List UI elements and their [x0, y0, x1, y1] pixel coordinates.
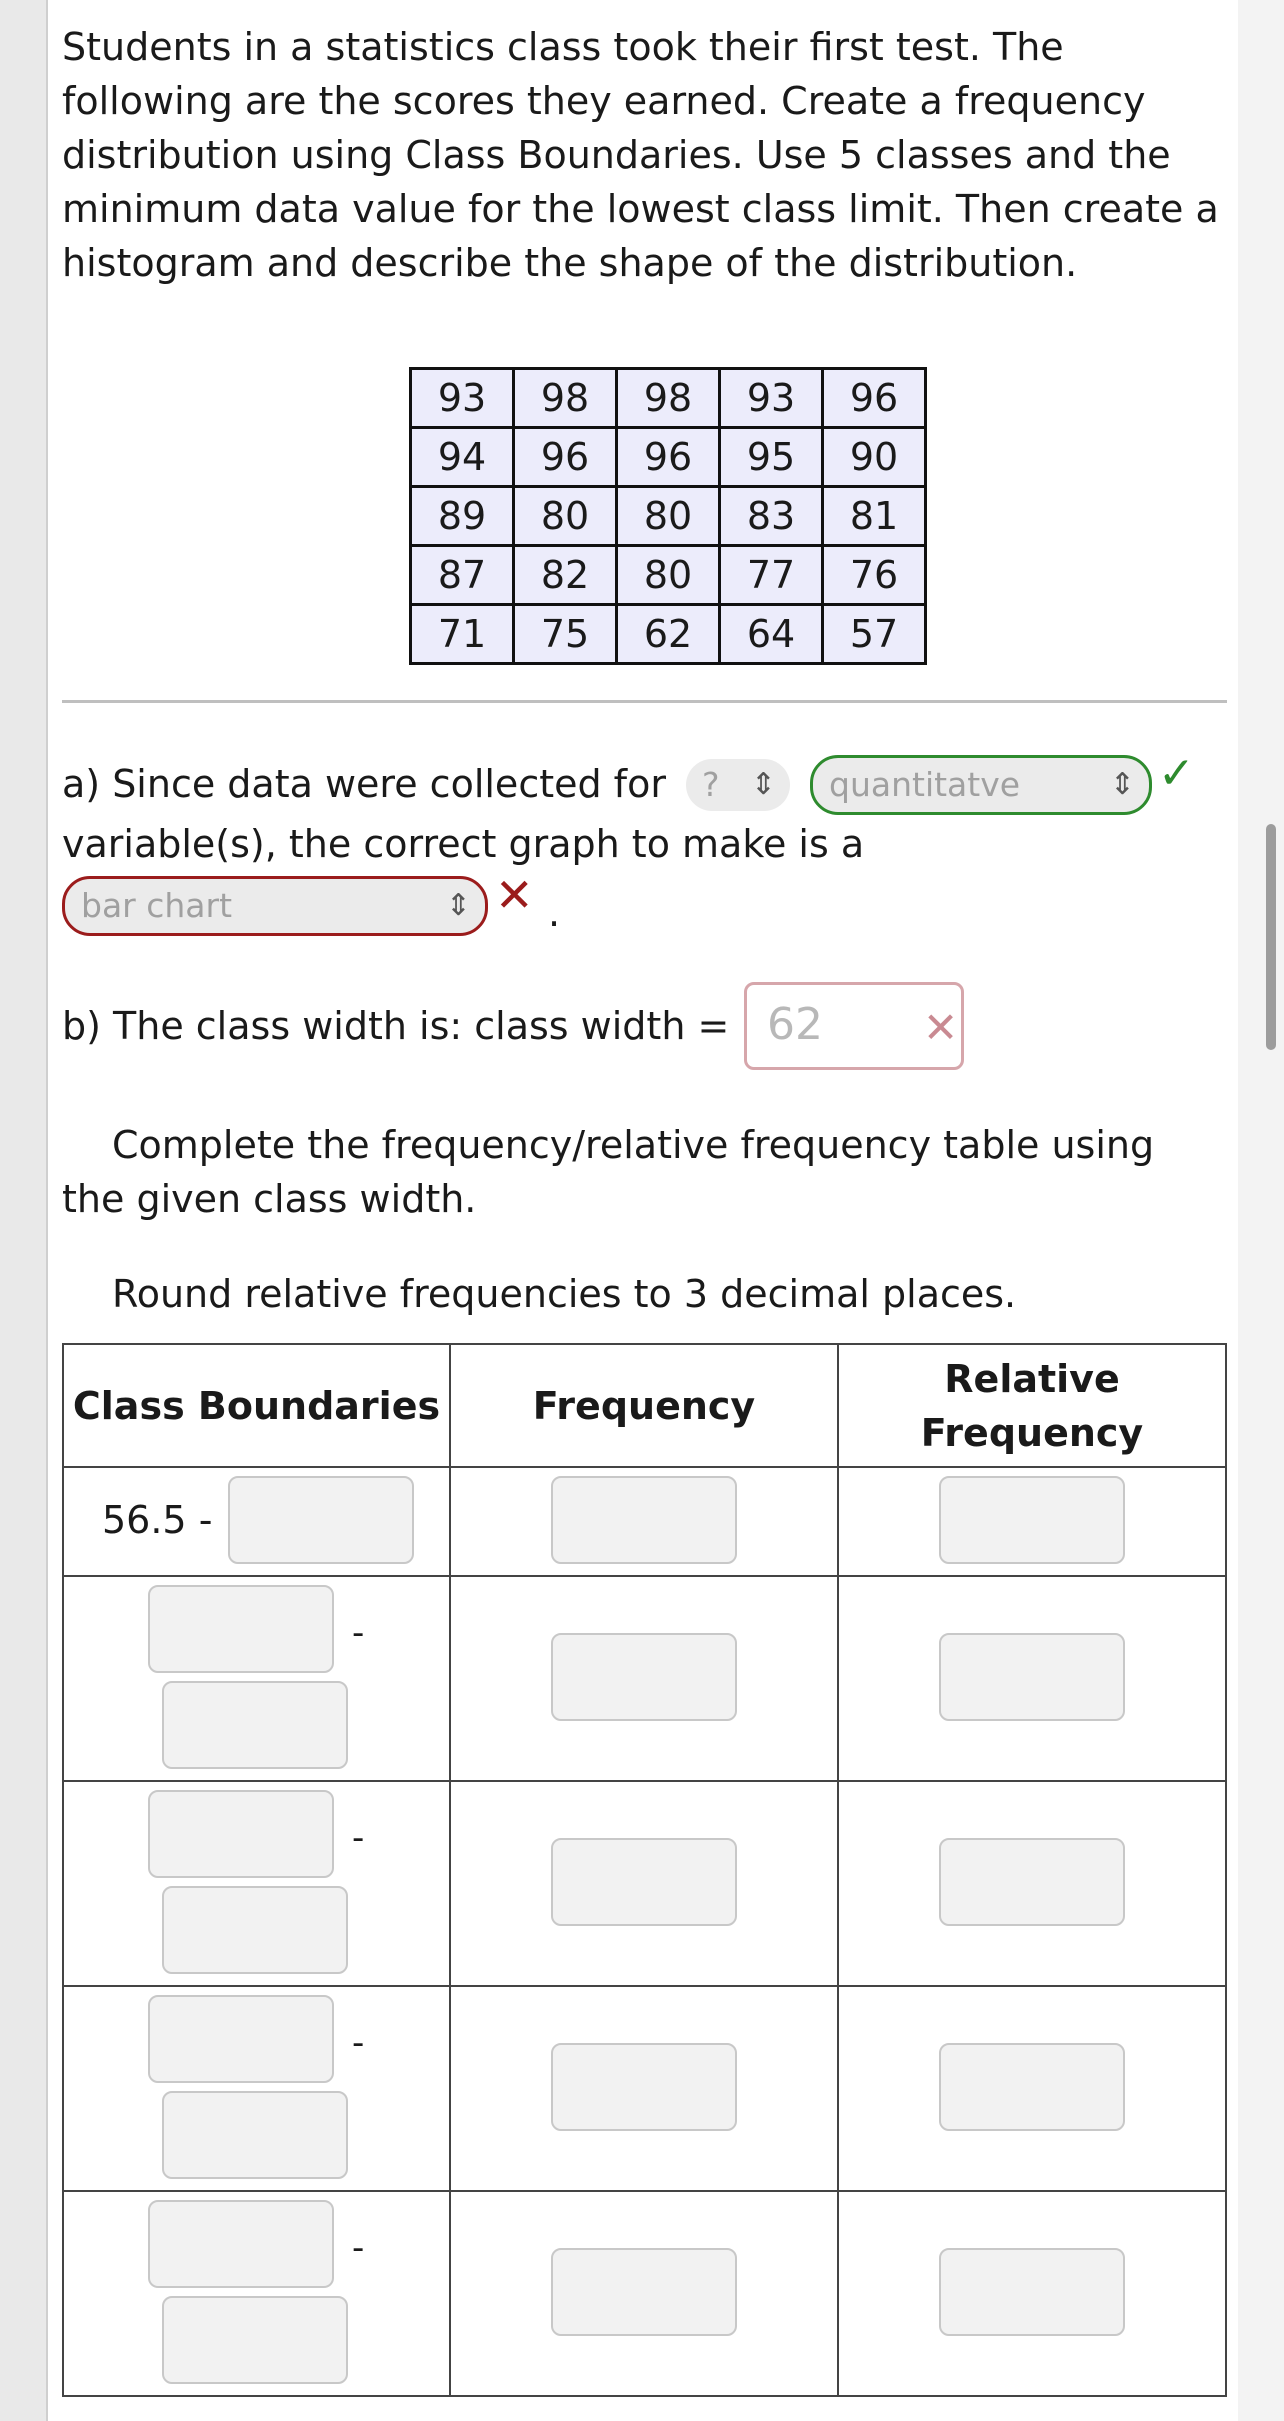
- incorrect-x-icon: ✕: [495, 868, 534, 922]
- boundary-cell: [63, 1467, 450, 1576]
- boundary-dash: -: [352, 1818, 365, 1858]
- upper-boundary-input[interactable]: [162, 2091, 348, 2179]
- relative-frequency-cell: [838, 1781, 1226, 1986]
- score-cell: 83: [720, 487, 823, 546]
- frequency-cell: [450, 2191, 838, 2396]
- table-row: [411, 369, 926, 428]
- part-a-text-2: variable(s), the correct graph to make is a: [62, 822, 865, 866]
- table-row: [63, 2191, 1226, 2396]
- class-width-input[interactable]: [744, 982, 964, 1070]
- upper-boundary-input[interactable]: [162, 1886, 348, 1974]
- score-cell: 93: [411, 369, 514, 428]
- relative-frequency-header: [838, 1344, 1226, 1467]
- class-boundaries-header: Class Boundaries: [63, 1344, 450, 1467]
- question-text: Students in a statistics class took their first test. The following are the scores they earned. Create a frequency distribution using Class Boundaries. Use 5 classes and the minimum data value for the lowest class limit. Then create a histogram and describe the shape of the distribution.: [62, 25, 1219, 285]
- score-cell: 80: [617, 487, 720, 546]
- boundary-cell: [63, 1781, 450, 1986]
- relative-frequency-label: Relative Frequency: [920, 1356, 1144, 1455]
- relative-frequency-input[interactable]: [939, 1838, 1125, 1926]
- upper-boundary-input[interactable]: [228, 1476, 414, 1564]
- upper-boundary-input[interactable]: [162, 2296, 348, 2384]
- correct-check-icon: ✓: [1158, 748, 1195, 799]
- score-cell: 90: [823, 428, 926, 487]
- frequency-cell: [450, 1986, 838, 2191]
- class-width-value: 62: [767, 999, 823, 1050]
- score-cell: 75: [514, 605, 617, 664]
- chevron-updown-icon: ⇕: [1109, 767, 1135, 802]
- table-row: [63, 1986, 1226, 2191]
- scrollbar-thumb[interactable]: [1266, 824, 1276, 1050]
- frequency-input[interactable]: [551, 1476, 737, 1564]
- score-cell: 81: [823, 487, 926, 546]
- table-row: [411, 487, 926, 546]
- table-row: [63, 1467, 1226, 1576]
- table-instructions: Complete the frequency/relative frequency table using the given class width.: [62, 1123, 1155, 1221]
- score-cell: 98: [514, 369, 617, 428]
- score-cell: 93: [720, 369, 823, 428]
- relative-frequency-input[interactable]: [939, 2043, 1125, 2131]
- section-divider: [62, 700, 1227, 703]
- relative-frequency-cell: [838, 1986, 1226, 2191]
- frequency-cell: [450, 1576, 838, 1781]
- part-a-text-1: a) Since data were collected for: [62, 762, 666, 806]
- table-row: [411, 605, 926, 664]
- frequency-cell: [450, 1467, 838, 1576]
- data-type-select-1[interactable]: [686, 759, 790, 811]
- score-cell: 87: [411, 546, 514, 605]
- graph-type-select[interactable]: [62, 876, 488, 936]
- score-cell: 96: [617, 428, 720, 487]
- boundary-cell: [63, 1986, 450, 2191]
- score-cell: 64: [720, 605, 823, 664]
- table-row: [411, 428, 926, 487]
- relative-frequency-cell: [838, 1467, 1226, 1576]
- score-cell: 98: [617, 369, 720, 428]
- scores-table: [409, 367, 927, 665]
- table-row: [411, 546, 926, 605]
- header-row: [63, 1344, 1226, 1467]
- select-value: quantitatve: [829, 765, 1021, 804]
- period-text: .: [548, 891, 561, 935]
- frequency-input[interactable]: [551, 2043, 737, 2131]
- relative-frequency-input[interactable]: [939, 1476, 1125, 1564]
- relative-frequency-input[interactable]: [939, 2248, 1125, 2336]
- lower-boundary-input[interactable]: [148, 1585, 334, 1673]
- rounding-instructions: Round relative frequencies to 3 decimal places.: [112, 1272, 1017, 1316]
- frequency-input[interactable]: [551, 1633, 737, 1721]
- chevron-updown-icon: ⇕: [445, 888, 471, 923]
- lower-boundary-input[interactable]: [148, 1790, 334, 1878]
- score-cell: 80: [514, 487, 617, 546]
- first-lower-boundary: 56.5 -: [102, 1498, 213, 1542]
- frequency-cell: [450, 1781, 838, 1986]
- boundary-dash: -: [352, 1613, 365, 1653]
- frequency-header: Frequency: [450, 1344, 838, 1467]
- data-type-select-2[interactable]: [810, 755, 1152, 815]
- score-cell: 80: [617, 546, 720, 605]
- boundary-cell: [63, 2191, 450, 2396]
- frequency-table: [62, 1343, 1227, 2397]
- select-value: ?: [702, 765, 720, 804]
- score-cell: 76: [823, 546, 926, 605]
- boundary-cell: [63, 1576, 450, 1781]
- scroll-track[interactable]: [1238, 0, 1284, 2421]
- score-cell: 96: [514, 428, 617, 487]
- table-row: [63, 1576, 1226, 1781]
- relative-frequency-input[interactable]: [939, 1633, 1125, 1721]
- score-cell: 62: [617, 605, 720, 664]
- score-cell: 95: [720, 428, 823, 487]
- chevron-updown-icon: ⇕: [750, 767, 776, 802]
- score-cell: 96: [823, 369, 926, 428]
- lower-boundary-input[interactable]: [148, 2200, 334, 2288]
- incorrect-x-icon: ✕: [923, 1003, 959, 1052]
- score-cell: 71: [411, 605, 514, 664]
- relative-frequency-cell: [838, 1576, 1226, 1781]
- upper-boundary-input[interactable]: [162, 1681, 348, 1769]
- score-cell: 89: [411, 487, 514, 546]
- frequency-input[interactable]: [551, 1838, 737, 1926]
- score-cell: 57: [823, 605, 926, 664]
- table-row: [63, 1781, 1226, 1986]
- select-value: bar chart: [81, 886, 233, 925]
- class-width-label: b) The class width is: class width =: [62, 1004, 730, 1048]
- frequency-input[interactable]: [551, 2248, 737, 2336]
- lower-boundary-input[interactable]: [148, 1995, 334, 2083]
- relative-frequency-cell: [838, 2191, 1226, 2396]
- boundary-dash: -: [352, 2023, 365, 2063]
- score-cell: 77: [720, 546, 823, 605]
- score-cell: 94: [411, 428, 514, 487]
- score-cell: 82: [514, 546, 617, 605]
- boundary-dash: -: [352, 2228, 365, 2268]
